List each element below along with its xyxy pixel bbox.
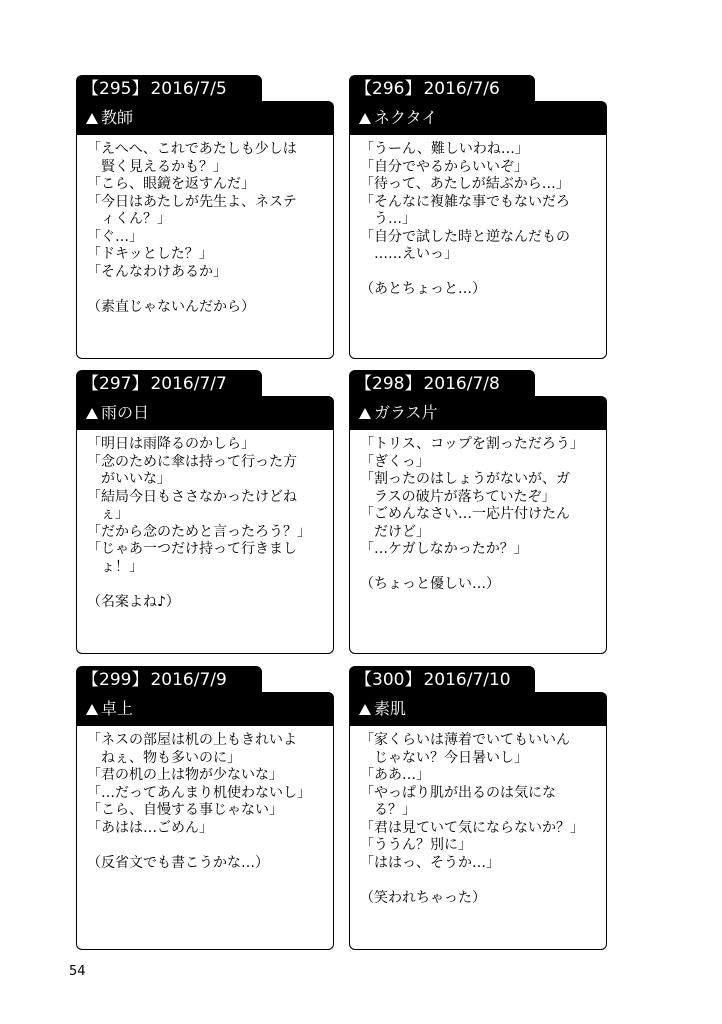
entry-date: 2016/7/8 [423,374,500,394]
entry-date: 2016/7/9 [150,670,227,690]
dialogue-line: 「ごめんなさい…一応片付けたん [360,506,570,522]
dialogue-line: う…」 [360,211,416,227]
dialogue-line: 「待って、あたしが結ぶから…」 [360,176,570,192]
dialogue-line: 「こら、自慢する事じゃない」 [87,802,283,818]
card-body [76,133,334,359]
dialogue-line [360,264,596,282]
triangle-icon [86,704,98,715]
card-body [349,428,607,654]
card-body [76,428,334,654]
dialogue-line: 「ネスの部屋は机の上もきれいよ [87,732,297,748]
card-header-tab [76,75,262,103]
dialogue-line: 「ははっ、そうか…」 [360,854,500,871]
dialogue-line: （素直じゃないんだから） [87,298,255,315]
dialogue-line: ィくん？」 [87,211,171,227]
card-header-tab [76,370,262,398]
dialogue-line: 「あはは…ごめん」 [87,819,213,836]
dialogue-line: ぇ」 [87,506,129,522]
dialogue-line: 「そんなに複雑な事でもないだろ [360,193,570,210]
dialogue-line: 「君の机の上は物が少ないな」 [87,767,283,783]
dialogue-line: 「君は見ていて気にならないか？」 [360,819,584,836]
triangle-icon [359,113,371,124]
dialogue-line: る？」 [360,802,416,818]
card-title-bar [349,101,607,135]
dialogue-line: ラスの破片が落ちていたぞ」 [360,488,556,505]
dialogue-line: がいいな」 [87,471,171,487]
card-title: ネクタイ [374,108,438,127]
card-title: 雨の日 [101,403,150,422]
dialogue-line: ねぇ、物も多いのに」 [87,749,241,766]
dialogue-line: 「割ったのはしょうがないが、ガ [360,471,570,487]
card-header-tab [349,370,535,398]
triangle-icon [359,704,371,715]
dialogue-line: （反省文でも書こうかな…） [87,854,269,871]
card-title: 卓上 [101,699,134,718]
card-title: 素肌 [374,699,407,718]
page-number: 54 [69,964,86,979]
dialogue-line [360,559,596,577]
dialogue-line: 「だから念のためと言ったろう？」 [87,523,311,540]
dialogue-line: 「ぐ…」 [87,228,143,245]
dialogue-line: （ちょっと優しい…） [360,576,500,592]
dialogue-line: 「ううん？別に」 [360,837,472,853]
dialogue-line: 「…ケガしなかったか？」 [360,541,528,557]
card-title: 教師 [101,108,134,127]
dialogue-line: 「こら、眼鏡を返すんだ」 [87,176,255,192]
dialogue-line: 「やっぱり肌が出るのは気にな [360,784,556,801]
dialogue-line: 「ああ…」 [360,767,430,783]
dialogue-line [87,837,323,855]
entry-number: 【300】 [355,670,422,690]
dialogue-line: 「明日は雨降るのかしら」 [87,436,255,452]
entry-date: 2016/7/10 [423,670,511,690]
entry-number: 【299】 [82,670,149,690]
dialogue-line: 「トリス、コップを割っただろう」 [360,436,584,452]
dialogue-line: 「そんなわけあるか」 [87,263,227,280]
dialogue-line: 「うーん、難しいわね…」 [360,141,529,157]
entry-number: 【297】 [82,374,149,394]
card-title: ガラス片 [374,403,438,422]
entry-number: 【298】 [355,374,422,394]
card-title-bar [76,101,334,135]
triangle-icon [86,113,98,124]
dialogue-line: （名案よね♪） [87,593,180,610]
card-title-bar [349,396,607,430]
card-header-tab [349,666,535,694]
card-header-tab [76,666,262,694]
dialogue-line [87,576,323,594]
card-body [349,133,607,359]
dialogue-line: 「今日はあたしが先生よ、ネステ [87,193,297,210]
entry-date: 2016/7/7 [150,374,227,394]
dialogue-line: 「結局今日もささなかったけどね [87,488,297,505]
dialogue-line: 「自分で試した時と逆なんだもの [360,228,570,245]
dialogue-line: 「ドキッとした？」 [87,246,213,262]
triangle-icon [359,408,371,419]
dialogue-line: 「念のために傘は持って行った方 [87,453,297,470]
dialogue-line: （あとちょっと…） [360,281,486,297]
dialogue-line: ……えいっ」 [360,246,458,262]
dialogue-line [87,281,323,299]
entry-number: 【295】 [82,79,149,99]
card-header-tab [349,75,535,103]
card-title-bar [76,396,334,430]
card-body [76,724,334,950]
card-title-bar [349,692,607,726]
card-body [349,724,607,950]
dialogue-line [360,872,596,890]
dialogue-line: 「じゃあ一つだけ持って行きまし [87,541,297,557]
dialogue-line: 「えへへ、これであたしも少しは [87,141,297,157]
entry-number: 【296】 [355,79,422,99]
dialogue-line: （笑われちゃった） [360,889,486,906]
dialogue-line: 「家くらいは薄着でいてもいいん [360,732,570,748]
triangle-icon [86,408,98,419]
dialogue-line: 「ぎくっ」 [360,453,430,470]
entry-date: 2016/7/5 [150,79,227,99]
dialogue-line: 「自分でやるからいいぞ」 [360,158,528,175]
dialogue-line: 賢く見えるかも？」 [87,158,227,175]
dialogue-line: だけど」 [360,523,430,540]
dialogue-line: ょ！」 [87,558,143,575]
entry-date: 2016/7/6 [423,79,500,99]
dialogue-line: 「…だってあんまり机使わないし」 [87,784,311,801]
dialogue-line: じゃない？今日暑いし」 [360,749,528,766]
card-title-bar [76,692,334,726]
